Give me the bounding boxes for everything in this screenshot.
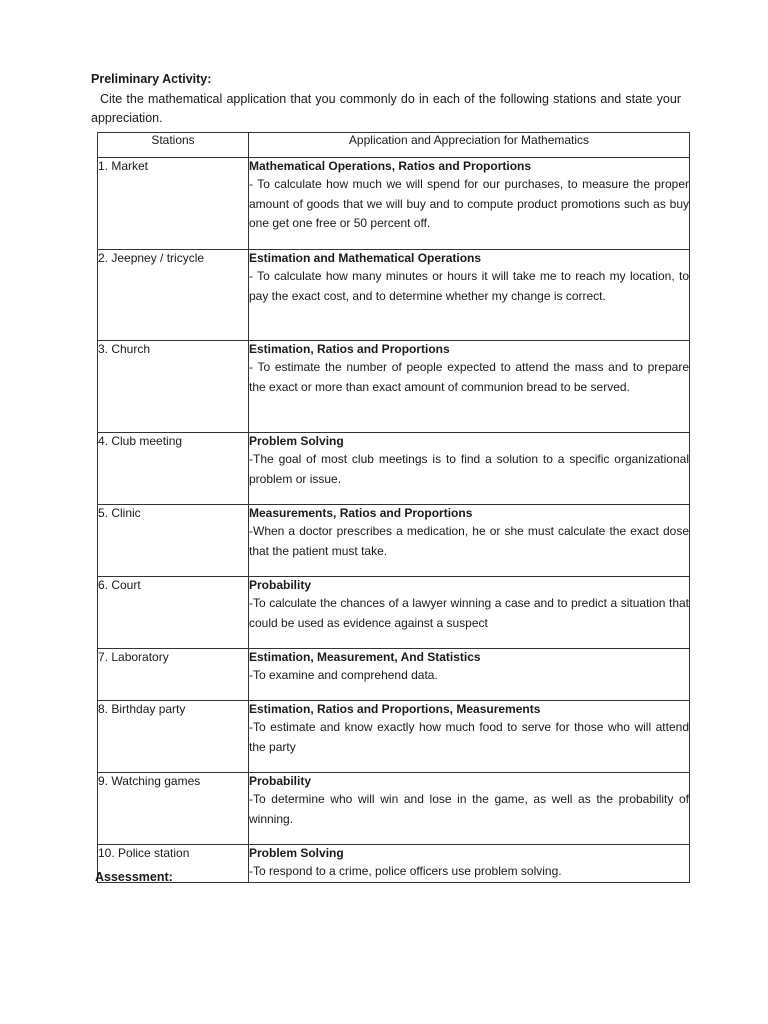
application-description: - To estimate the number of people expected to attend the mass and to prepare the exact or more than exact amount of communion bread to be served. xyxy=(249,360,689,394)
station-cell: 6. Court xyxy=(98,577,249,649)
station-cell: 4. Club meeting xyxy=(98,433,249,505)
application-cell xyxy=(249,250,690,341)
application-description: -To examine and comprehend data. xyxy=(249,668,438,682)
application-title: Mathematical Operations, Ratios and Proportions xyxy=(249,159,532,173)
application-description: - To calculate how many minutes or hours it will take me to reach my location, to pay the exact cost, and to determine whether my change is correct. xyxy=(249,269,689,303)
station-cell: 7. Laboratory xyxy=(98,649,249,701)
table-row xyxy=(98,158,690,250)
application-title: Estimation, Ratios and Proportions xyxy=(249,342,450,356)
application-description: - To calculate how much we will spend for our purchases, to measure the proper amount of goods that we will buy and to compute product promotions such as buy one get one free or 50 percent off. xyxy=(249,177,689,230)
application-title: Probability xyxy=(249,578,312,592)
assessment-heading: Assessment: xyxy=(95,870,173,884)
table-header-row xyxy=(98,133,690,158)
table-row xyxy=(98,577,690,649)
application-cell xyxy=(249,505,690,577)
application-cell xyxy=(249,773,690,845)
application-description: -To calculate the chances of a lawyer winning a case and to predict a situation that could be used as evidence against a suspect xyxy=(249,596,689,630)
application-description: -When a doctor prescribes a medication, he or she must calculate the exact dose that the patient must take. xyxy=(249,524,689,558)
table-row xyxy=(98,433,690,505)
application-title: Estimation, Ratios and Proportions, Measurements xyxy=(249,702,541,716)
station-cell: 2. Jeepney / tricycle xyxy=(98,250,249,341)
application-description: -To respond to a crime, police officers use problem solving. xyxy=(249,864,562,878)
stations-table xyxy=(97,132,690,883)
header-application: Application and Appreciation for Mathematics xyxy=(249,133,690,158)
table-row xyxy=(98,701,690,773)
application-title: Measurements, Ratios and Proportions xyxy=(249,506,473,520)
table-row xyxy=(98,341,690,433)
section-heading: Preliminary Activity: xyxy=(91,72,212,86)
table-row xyxy=(98,845,690,883)
application-description: -The goal of most club meetings is to find a solution to a specific organizational problem or issue. xyxy=(249,452,689,486)
application-description: -To estimate and know exactly how much food to serve for those who will attend the party xyxy=(249,720,689,754)
station-cell: 5. Clinic xyxy=(98,505,249,577)
station-cell: 9. Watching games xyxy=(98,773,249,845)
application-title: Estimation, Measurement, And Statistics xyxy=(249,650,481,664)
application-title: Probability xyxy=(249,774,312,788)
instructions-text: Cite the mathematical application that you commonly do in each of the following stations and state your appreciation. xyxy=(91,92,681,125)
table-row xyxy=(98,505,690,577)
application-title: Problem Solving xyxy=(249,434,344,448)
station-cell: 1. Market xyxy=(98,158,249,250)
table-row xyxy=(98,649,690,701)
application-cell xyxy=(249,433,690,505)
application-cell xyxy=(249,158,690,250)
station-cell: 8. Birthday party xyxy=(98,701,249,773)
application-cell xyxy=(249,845,690,883)
application-title: Problem Solving xyxy=(249,846,344,860)
application-title: Estimation and Mathematical Operations xyxy=(249,251,482,265)
header-stations: Stations xyxy=(98,133,249,158)
table-row xyxy=(98,773,690,845)
application-description: -To determine who will win and lose in the game, as well as the probability of winning. xyxy=(249,792,689,826)
table-row xyxy=(98,250,690,341)
application-cell xyxy=(249,649,690,701)
station-cell: 10. Police station xyxy=(98,845,249,883)
application-cell xyxy=(249,701,690,773)
application-cell xyxy=(249,341,690,433)
station-cell: 3. Church xyxy=(98,341,249,433)
application-cell xyxy=(249,577,690,649)
